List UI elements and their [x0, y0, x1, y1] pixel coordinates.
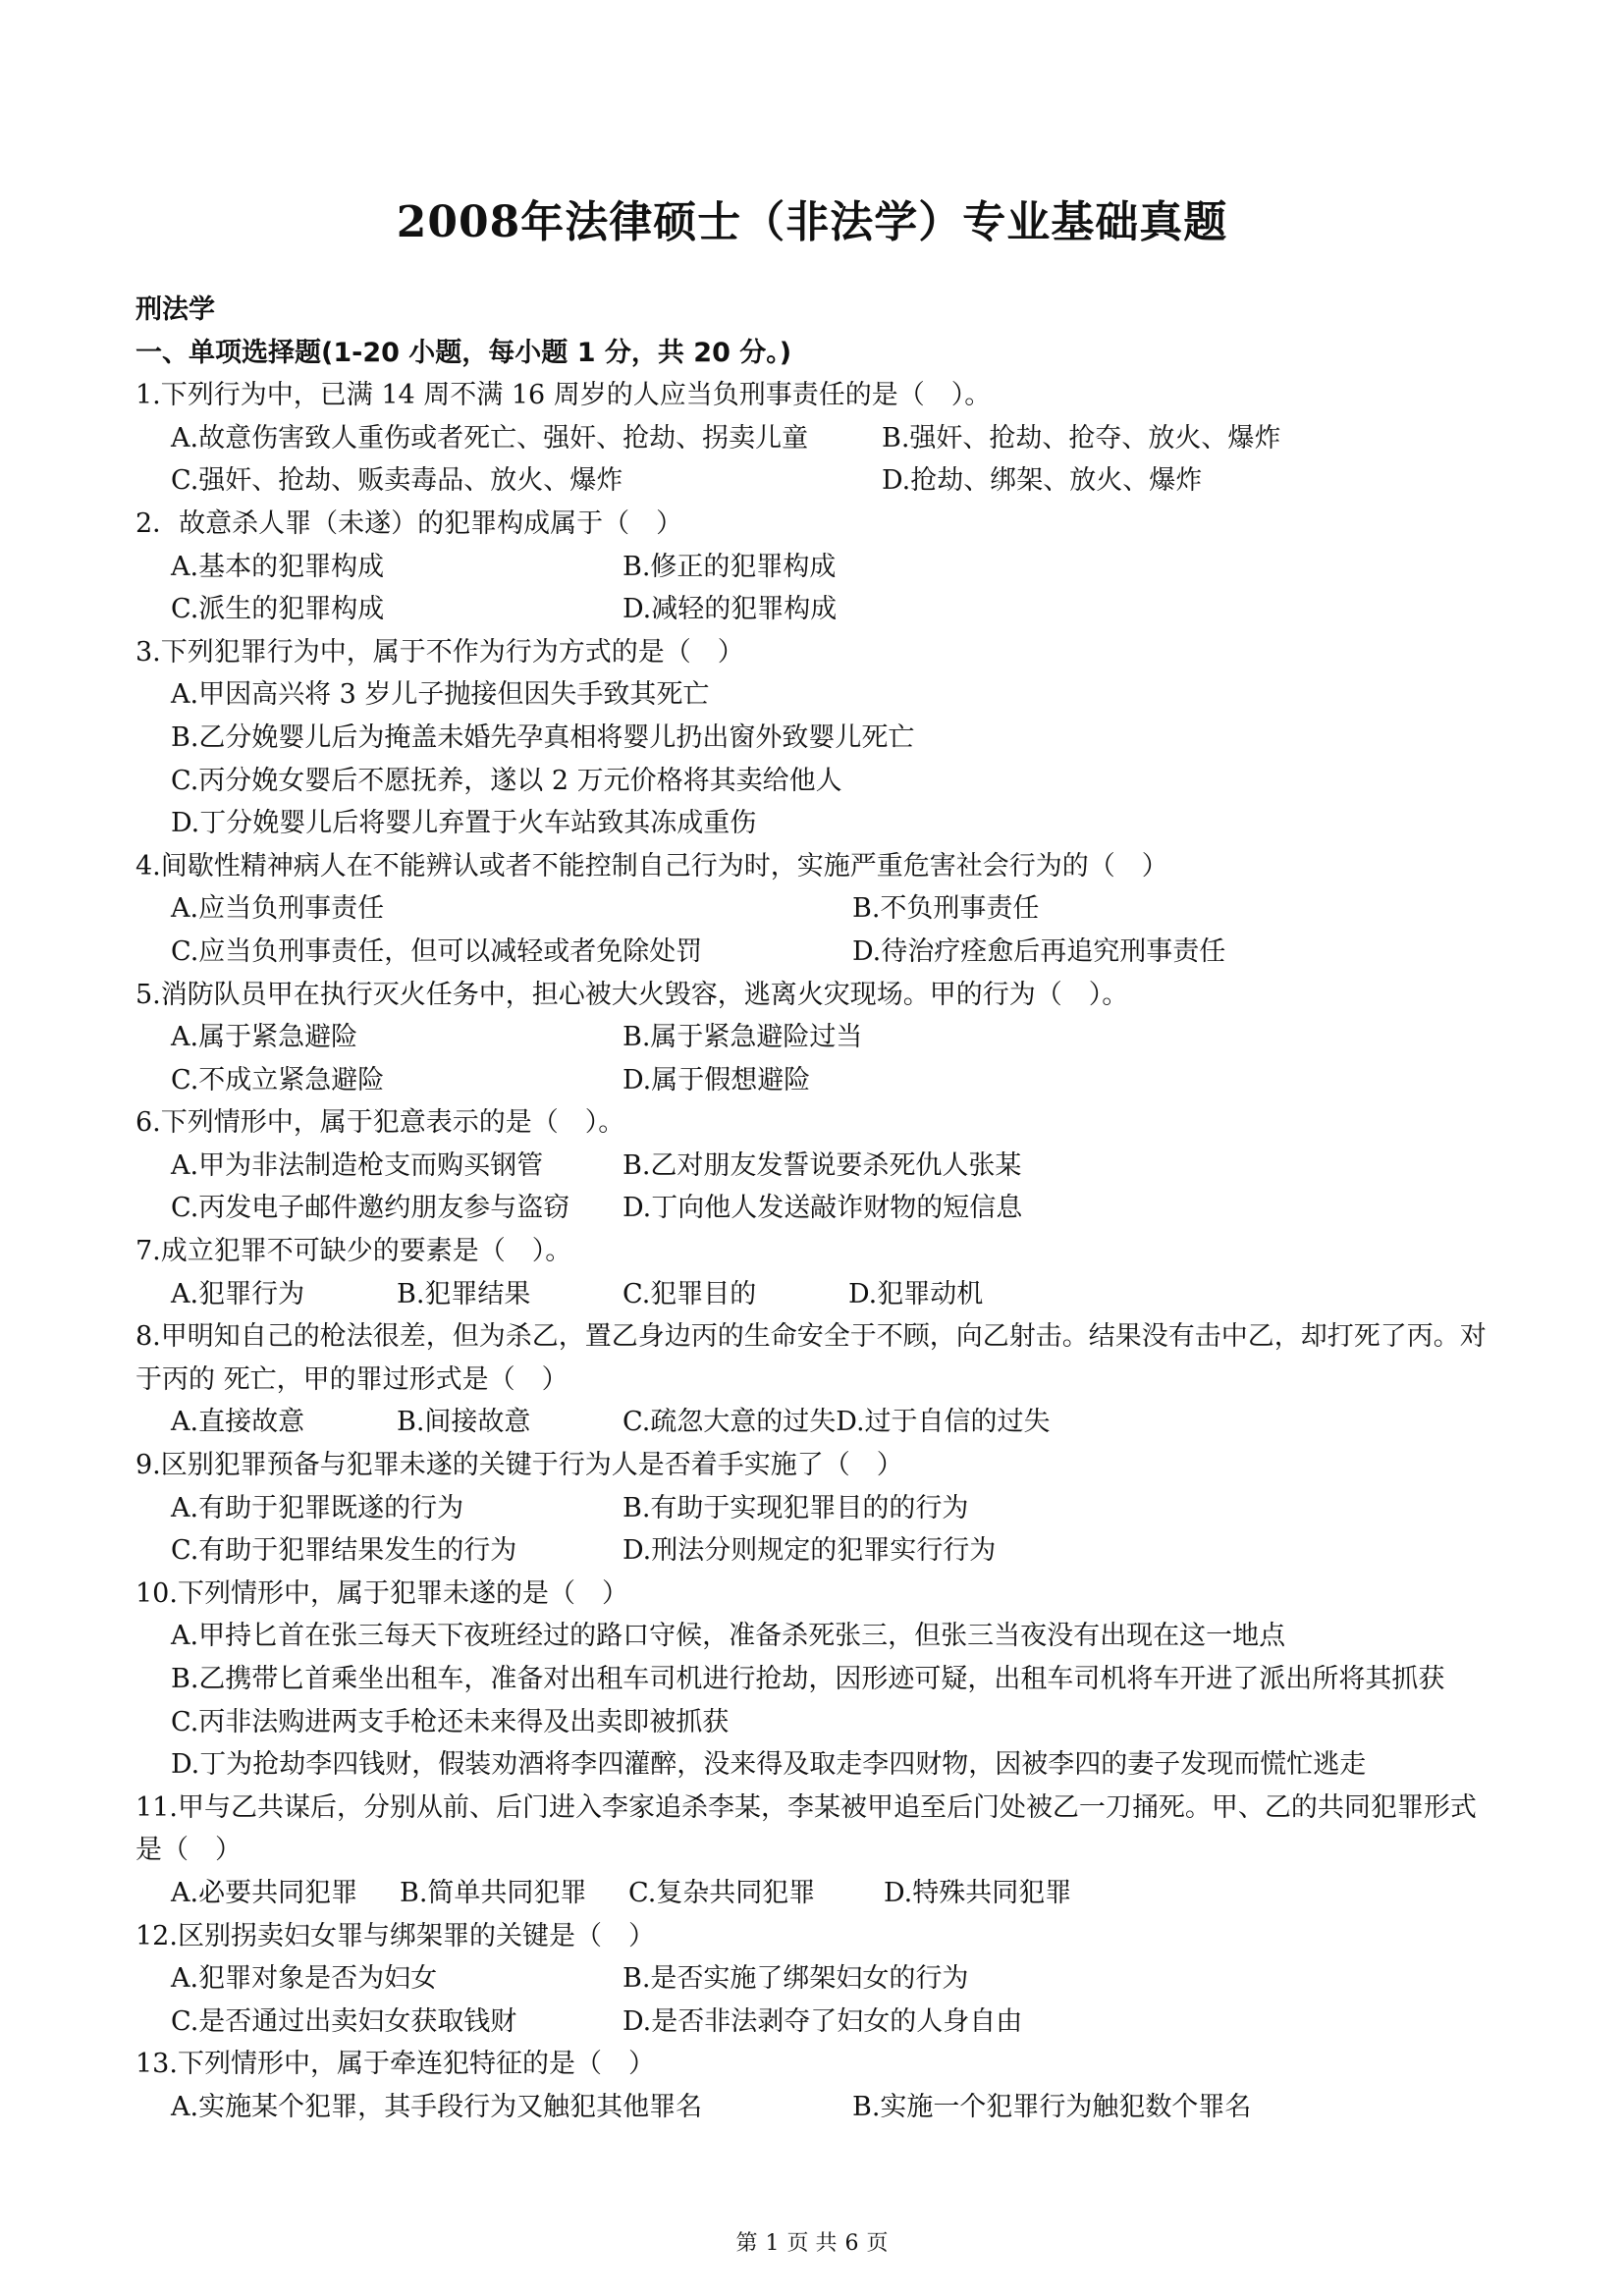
footer-middle: 页 共	[786, 2231, 838, 2256]
option: C.丙非法购进两支手枪还未来得及出卖即被抓获	[171, 1706, 730, 1737]
option: B.乙携带匕首乘坐出租车，准备对出租车司机进行抢劫，因形迹可疑，出租车司机将车开进了派出所将其抓获	[171, 1664, 1445, 1694]
part-header: 一、单项选择题(1-20 小题，每小题 1 分，共 20 分。)	[135, 337, 792, 368]
option: B.间接故意	[397, 1407, 531, 1438]
option: C.不成立紧急避险	[171, 1064, 385, 1095]
option: D.犯罪动机	[848, 1278, 984, 1309]
option: A.犯罪对象是否为妇女	[171, 1963, 438, 1995]
question-stem: 4.间歇性精神病人在不能辨认或者不能控制自己行为时，实施严重危害社会行为的（ ）	[135, 850, 1168, 881]
question-stem: 5.消防队员甲在执行灭火任务中，担心被大火毁容，逃离火灾现场。甲的行为（ ）。	[135, 979, 1129, 1010]
option: A.故意伤害致人重伤或者死亡、强奸、抢劫、拐卖儿童	[171, 422, 809, 454]
option-row	[135, 546, 1500, 589]
option: C.丙分娩女婴后不愿抚养，遂以 2 万元价格将其卖给他人	[171, 765, 842, 796]
option: A.实施某个犯罪，其手段行为又触犯其他罪名	[171, 2091, 703, 2122]
option-row	[135, 1401, 1500, 1444]
question-stem: 11.甲与乙共谋后，分别从前、后门进入李家追杀李某，李某被甲追至后门处被乙一刀捅死。甲、乙的共同犯罪形式是（ ）	[135, 1791, 1477, 1866]
option-row	[135, 1273, 1500, 1316]
option: C.有助于犯罪结果发生的行为	[171, 1535, 517, 1567]
option: C.丙发电子邮件邀约朋友参与盗窃	[171, 1193, 570, 1224]
option: B.犯罪结果	[397, 1278, 531, 1309]
option: B.乙对朋友发誓说要杀死仇人张某	[623, 1149, 1022, 1181]
option-row	[135, 1187, 1500, 1230]
option: B.修正的犯罪构成	[623, 551, 837, 582]
option-row	[135, 931, 1500, 974]
section-heading: 刑法学	[135, 294, 215, 325]
question-stem: 6.下列情形中，属于犯意表示的是（ ）。	[135, 1107, 625, 1139]
option: D.待治疗痊愈后再追究刑事责任	[852, 935, 1226, 967]
option: D.抢劫、绑架、放火、爆炸	[882, 465, 1203, 497]
option: D.丁向他人发送敲诈财物的短信息	[623, 1193, 1023, 1224]
option: B.是否实施了绑架妇女的行为	[623, 1963, 969, 1995]
question-stem: 7.成立犯罪不可缺少的要素是（ ）。	[135, 1236, 572, 1267]
option: A.甲为非法制造枪支而购买钢管	[171, 1149, 544, 1181]
option-row	[135, 887, 1500, 931]
option-row	[135, 1529, 1500, 1573]
question-stem: 13.下列情形中，属于牵连犯特征的是（ ）	[135, 2049, 655, 2080]
option: A.直接故意	[171, 1407, 305, 1438]
option-row	[135, 1016, 1500, 1059]
option: D.特殊共同犯罪	[884, 1877, 1072, 1908]
option: D.属于假想避险	[623, 1064, 811, 1095]
option: B.简单共同犯罪	[400, 1877, 587, 1908]
option: A.应当负刑事责任	[171, 893, 385, 925]
option: D.减轻的犯罪构成	[623, 594, 838, 625]
option: D.过于自信的过失	[836, 1407, 1051, 1438]
option: C.应当负刑事责任，但可以减轻或者免除处罚	[171, 935, 703, 967]
option-row	[135, 1957, 1500, 2001]
footer-total-pages: 6	[844, 2231, 859, 2256]
option: A.甲因高兴将 3 岁儿子抛接但因失手致其死亡	[171, 679, 710, 711]
footer-suffix: 页	[866, 2231, 889, 2256]
question-stem: 10.下列情形中，属于犯罪未遂的是（ ）	[135, 1577, 628, 1609]
option: C.派生的犯罪构成	[171, 594, 385, 625]
option: C.强奸、抢劫、贩卖毒品、放火、爆炸	[171, 465, 623, 497]
document-body	[135, 289, 1500, 2129]
option-row	[135, 2086, 1500, 2129]
document-title: 2008年法律硕士（非法学）专业基础真题	[396, 197, 1228, 247]
footer-prefix: 第	[735, 2231, 758, 2256]
option: C.是否通过出卖妇女获取钱财	[171, 2005, 517, 2037]
option-row	[135, 1059, 1500, 1102]
question-stem: 12.区别拐卖妇女罪与绑架罪的关键是（ ）	[135, 1920, 655, 1951]
option: B.属于紧急避险过当	[623, 1022, 863, 1053]
option: B.不负刑事责任	[852, 893, 1040, 925]
option: B.有助于实现犯罪目的的行为	[623, 1492, 969, 1523]
question-stem: 2．故意杀人罪（未遂）的犯罪构成属于（ ）	[135, 507, 683, 539]
option: A.属于紧急避险	[171, 1022, 358, 1053]
question-stem: 3.下列犯罪行为中，属于不作为行为方式的是（ ）	[135, 636, 744, 667]
option: C.复杂共同犯罪	[628, 1877, 816, 1908]
option: A.甲持匕首在张三每天下夜班经过的路口守候，准备杀死张三，但张三当夜没有出现在这一地点	[171, 1621, 1286, 1652]
option-row	[135, 459, 1500, 503]
option: A.犯罪行为	[171, 1278, 305, 1309]
option-row	[135, 1487, 1500, 1530]
option: D.丁为抢劫李四钱财，假装劝酒将李四灌醉，没来得及取走李四财物，因被李四的妻子发现而慌忙逃走	[171, 1749, 1367, 1781]
option: D.丁分娩婴儿后将婴儿弃置于火车站致其冻成重伤	[171, 808, 757, 839]
option-row	[135, 1872, 1500, 1915]
option: C.疏忽大意的过失	[623, 1407, 837, 1438]
option-row	[135, 417, 1500, 460]
option: D.刑法分则规定的犯罪实行行为	[623, 1535, 997, 1567]
question-stem: 9.区别犯罪预备与犯罪未遂的关键于行为人是否着手实施了（ ）	[135, 1450, 903, 1481]
page-footer	[0, 2226, 1624, 2257]
option: A.有助于犯罪既遂的行为	[171, 1492, 464, 1523]
option: B.乙分娩婴儿后为掩盖未婚先孕真相将婴儿扔出窗外致婴儿死亡	[171, 721, 915, 753]
question-stem: 1.下列行为中，已满 14 周不满 16 周岁的人应当负刑事责任的是（ ）。	[135, 380, 992, 411]
question-stem: 8.甲明知自己的枪法很差，但为杀乙，置乙身边丙的生命安全于不顾，向乙射击。结果没有击中乙，却打死了丙。对于丙的 死亡，甲的罪过形式是（ ）	[135, 1321, 1487, 1395]
option: B.强奸、抢劫、抢夺、放火、爆炸	[882, 422, 1281, 454]
option-row	[135, 1145, 1500, 1188]
option: A.必要共同犯罪	[171, 1877, 358, 1908]
option: C.犯罪目的	[623, 1278, 757, 1309]
option: D.是否非法剥夺了妇女的人身自由	[623, 2005, 1023, 2037]
option-row	[135, 588, 1500, 631]
footer-page-number: 1	[765, 2231, 780, 2256]
option-row	[135, 2001, 1500, 2044]
option: A.基本的犯罪构成	[171, 551, 385, 582]
option: B.实施一个犯罪行为触犯数个罪名	[852, 2091, 1252, 2122]
